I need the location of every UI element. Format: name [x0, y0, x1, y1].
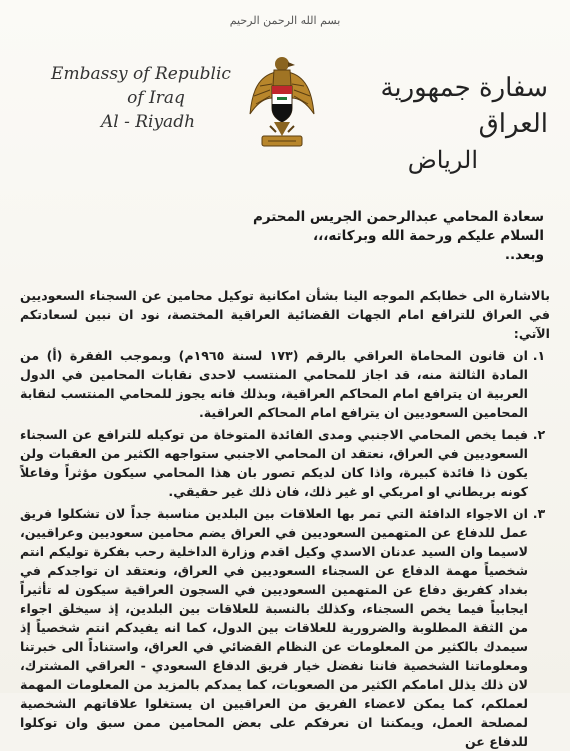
numbered-item: [20, 346, 550, 422]
item-text: ان قانون المحاماة العراقي بالرقم (١٧٣ لسنة ١٩٦٥م) وبموجب الفقرة (أ) من المادة الثالثة منه، قد اجاز للمحامي المنتسب لاحدى نقابات المحامين في الدول العربية ان يترافع امام المحاكم العراقية، وبذلك فانه يجوز للمحامي المنتسب لنقابة المحامين السعوديين ان يترافع امام المحاكم العراقية.: [20, 348, 528, 420]
numbered-item: [20, 504, 550, 749]
intro-paragraph: بالاشارة الى خطابكم الموجه الينا بشأن امكانية توكيل محامين عن السجناء السعوديين في العراق للترافع امام الجهات القضائية العراقية المختصة، نود ان نبين لسعادتكم الآتي:: [20, 288, 550, 341]
embassy-ar-city: الرياض: [407, 146, 478, 174]
embassy-en-line-3: Al - Riyadh: [100, 112, 196, 132]
embassy-name-arabic: [328, 70, 548, 178]
basmala-text: بسم الله الرحمن الرحيم: [229, 14, 341, 27]
embassy-en-line-2: of Iraq: [127, 88, 185, 108]
item-text: فيما يخص المحامي الاجنبي ومدى الفائدة المتوخاة من توكيله للترافع عن السجناء السعوديين في العراق، نعتقد ان المحامي الاجنبي ستواجهه الكثير من العقبات ولن يكون ذا فائدة كبيرة، واذا كان لديكم تصور بان هذا المحامي سيكون مؤثراً وفاعلاً كونه بريطاني او امريكي او غير ذلك، فان ذلك غير حقيقي.: [20, 427, 528, 499]
item-number: ٢.: [532, 427, 546, 442]
item-number: ١.: [532, 348, 546, 363]
item-text: ان الاجواء الدافئة التي تمر بها العلاقات بين البلدين مناسبة جداً لان تشكلوا فريق عمل للدفاع عن المتهمين السعوديين في العراق يضم محامين سعوديين وعراقيين، لاسيما وان السيد عدنان الاسدي وكيل اقدم وزارة الداخلية رحب بفكرة توليكم انتم شخصياً مهمة الدفاع عن السجناء السعوديين في العراق، ونعتقد ان تواجدكم في بغداد كفريق دفاع عن المتهمين السعوديين في السجون العراقية سيكون له تأثيراً ايجابياً فيما يخص السجناء، وكذلك بالنسبة للعلاقات بين البلدين، إذ سيخلق اجواء من الثقة المطلوبة والضرورية للعلاقات بين الدول، كما انه يفيدكم انتم شخصياً إذ سيمدك بالكثير من المعلومات عن النظام القضائي في العراق، واستناداً الى خبرتنا ومعلوماتنا الشخصية فاننا نفضل خيار فريق الدفاع السعودي - العراقي المشترك، لان ذلك يذلل امامكم الكثير من الصعوبات، كما يمدكم بالمزيد من المعلومات المهمة لعملكم، كما يمكن لاعضاء الفريق من العراقيين ان يستغلوا علاقاتهم الشخصية لمصلحة العمل، ويمكننا ان نعرفكم على بعض المحامين ممن سبق وان توكلوا للدفاع عن: [20, 506, 528, 749]
iraq-eagle-emblem-icon: [248, 52, 316, 156]
embassy-en-line-1: Embassy of Republic: [51, 64, 231, 84]
numbered-item: [20, 425, 550, 501]
embassy-name-english: [46, 62, 236, 134]
greeting-line: السلام عليكم ورحمة الله وبركاته،،،: [312, 228, 544, 244]
letter-body: [20, 286, 550, 749]
addressee-line: سعادة المحامي عبدالرحمن الجريس المحترم: [252, 209, 544, 225]
opening-line: وبعد..: [504, 247, 544, 263]
salutation-block: [24, 208, 544, 265]
embassy-ar-title: سفارة جمهورية العراق: [380, 73, 548, 139]
item-number: ٣.: [532, 506, 546, 521]
